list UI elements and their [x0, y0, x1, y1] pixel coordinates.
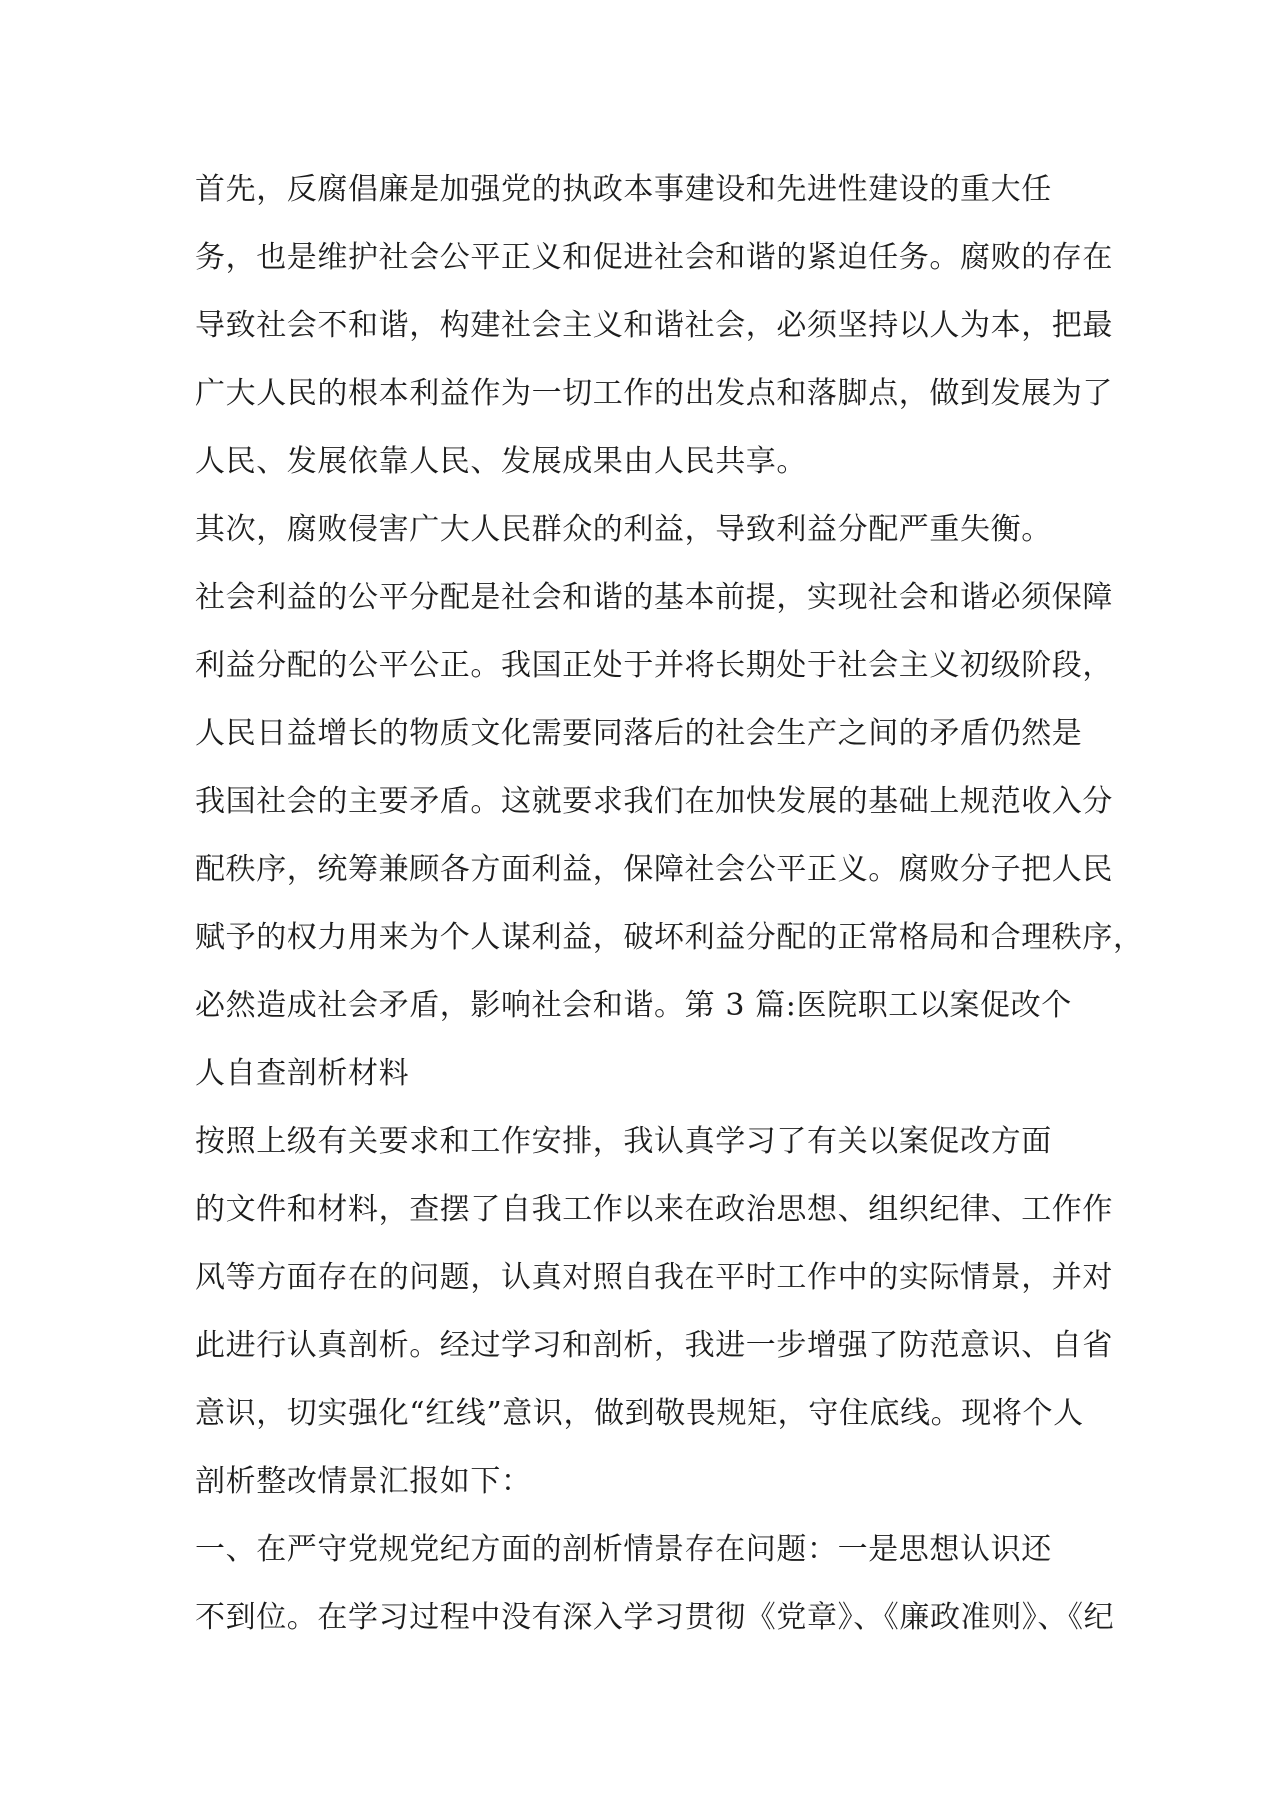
text-line: 赋予的权力用来为个人谋利益，破坏利益分配的正常格局和合理秩序，	[195, 920, 1144, 955]
text-line: 广大人民的根本利益作为一切工作的出发点和落脚点，做到发展为了	[195, 376, 1113, 411]
text-line: 我国社会的主要矛盾。这就要求我们在加快发展的基础上规范收入分	[195, 784, 1113, 819]
text-line: 利益分配的公平公正。我国正处于并将长期处于社会主义初级阶段，	[195, 648, 1113, 683]
text-line: 人民、发展依靠人民、发展成果由人民共享。	[195, 444, 807, 479]
text-line: 的文件和材料，查摆了自我工作以来在政治思想、组织纪律、工作作	[195, 1192, 1113, 1227]
text-line: 此进行认真剖析。经过学习和剖析，我进一步增强了防范意识、自省	[195, 1328, 1113, 1363]
text-line: 配秩序，统筹兼顾各方面利益，保障社会公平正义。腐败分子把人民	[195, 852, 1113, 887]
text-line: 人自查剖析材料	[195, 1056, 410, 1091]
text-line: 人民日益增长的物质文化需要同落后的社会生产之间的矛盾仍然是	[195, 716, 1083, 751]
text-line: 按照上级有关要求和工作安排，我认真学习了有关以案促改方面	[195, 1124, 1052, 1159]
text-line: 导致社会不和谐，构建社会主义和谐社会，必须坚持以人为本，把最	[195, 308, 1113, 343]
text-line: 意识，切实强化“红线”意识，做到敬畏规矩，守住底线。现将个人	[195, 1396, 1084, 1431]
text-line: 社会利益的公平分配是社会和谐的基本前提，实现社会和谐必须保障	[195, 580, 1113, 615]
text-line: 其次，腐败侵害广大人民群众的利益，导致利益分配严重失衡。	[195, 512, 1052, 547]
text-line: 风等方面存在的问题，认真对照自我在平时工作中的实际情景，并对	[195, 1260, 1113, 1295]
text-line: 不到位。在学习过程中没有深入学习贯彻《党章》、《廉政准则》、《纪	[195, 1600, 1115, 1635]
text-line: 剖析整改情景汇报如下：	[195, 1464, 532, 1499]
text-line: 一、在严守党规党纪方面的剖析情景存在问题：一是思想认识还	[195, 1532, 1052, 1567]
text-line: 必然造成社会矛盾，影响社会和谐。第 3 篇:医院职工以案促改个	[195, 988, 1072, 1023]
text-line: 务，也是维护社会公平正义和促进社会和谐的紧迫任务。腐败的存在	[195, 240, 1113, 275]
text-line: 首先，反腐倡廉是加强党的执政本事建设和先进性建设的重大任	[195, 172, 1052, 207]
